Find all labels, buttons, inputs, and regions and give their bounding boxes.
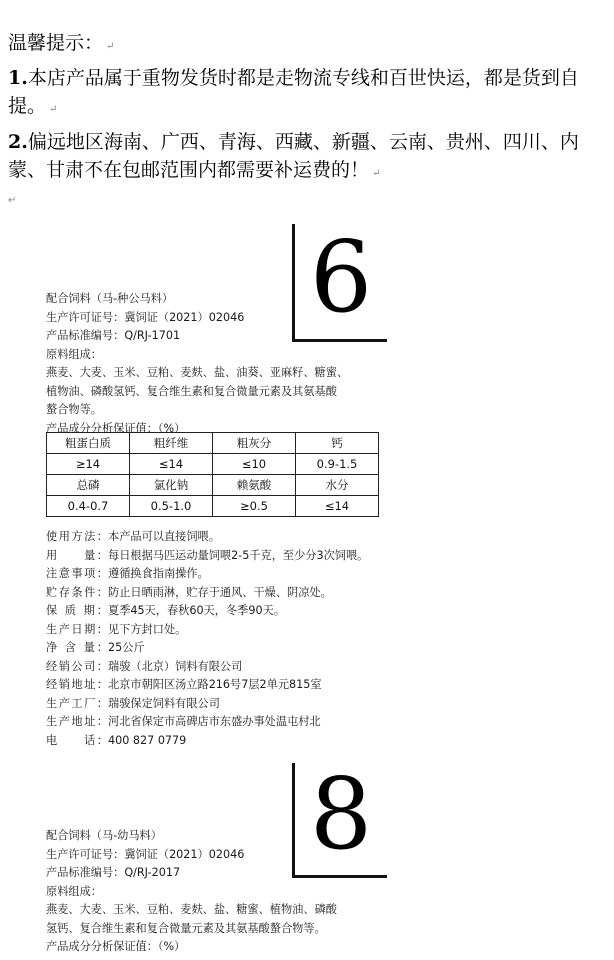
notice-item-2-number: 2. (8, 131, 28, 153)
table-cell: ≤14 (296, 496, 379, 517)
table-header-cell: 粗灰分 (213, 433, 296, 454)
standard-number: 产品标准编号：Q/RJ-2017 (46, 866, 181, 879)
detail-row-shelf-life: 保 质 期： 夏季45天，春秋60天，冬季90天。 (46, 604, 285, 617)
ingredients-line: 螯合物等。 (46, 403, 102, 416)
notice-item-1-text: 本店产品属于重物发货时都是走物流专线和百世快运，都是货到自提。 (8, 67, 579, 117)
detail-row-distributor-address: 经销地址： 北京市朝阳区汤立路216号7层2单元815室 (46, 678, 322, 691)
paragraph-mark-icon: ↵ (372, 168, 381, 179)
detail-row-factory: 生产工厂： 瑞骏保定饲料有限公司 (46, 696, 220, 710)
table-header-row (47, 475, 379, 496)
table-cell: ≤14 (130, 454, 213, 475)
product-label-6 (46, 290, 406, 438)
notice-item-1 (8, 64, 608, 124)
table-cell: ≥0.5 (213, 496, 296, 517)
analysis-title: 产品成分分析保证值：（%） (46, 421, 186, 435)
table-header-cell: 粗蛋白质 (47, 433, 130, 454)
product-number: 6 (309, 221, 373, 335)
paragraph-mark-icon: ↵ (8, 195, 17, 206)
detail-row-phone: 电 话： 400 827 0779 (46, 733, 187, 747)
notice-title: 温馨提示： ↵ (8, 32, 115, 54)
table-cell: 0.9-1.5 (296, 454, 379, 475)
table-header-row (47, 433, 379, 454)
product-number: 8 (309, 758, 373, 872)
ingredients-line: 燕麦、大麦、玉米、豆粕、麦麸、盐、糖蜜、植物油、磷酸 (46, 903, 337, 916)
product-name: 配合饲料（马-种公马料） (46, 292, 174, 305)
product-label-8 (46, 827, 406, 957)
analysis-table (46, 432, 379, 517)
table-header-cell: 水分 (296, 475, 379, 496)
table-cell: ≥14 (47, 454, 130, 475)
table-header-cell: 钙 (296, 433, 379, 454)
ingredients-line: 植物油、磷酸氢钙、复合维生素和复合微量元素及其氨基酸 (46, 384, 337, 398)
ingredients-title: 原料组成： (46, 347, 102, 361)
detail-row-net-weight: 净 含 量： 25公斤 (46, 641, 145, 654)
detail-row-storage: 贮存条件： 防止日晒雨淋，贮存于通风、干燥、阴凉处。 (46, 585, 332, 599)
paragraph-mark-icon: ↵ (106, 41, 115, 52)
product-name: 配合饲料（马-幼马料） (46, 829, 162, 842)
table-header-cell: 赖氨酸 (213, 475, 296, 496)
ingredients-title: 原料组成： (46, 884, 102, 898)
license-number: 生产许可证号：冀饲证（2021）02046 (46, 310, 245, 324)
table-header-cell: 总磷 (47, 475, 130, 496)
standard-number: 产品标准编号：Q/RJ-1701 (46, 329, 181, 342)
detail-row-usage: 使用方法： 本产品可以直接饲喂。 (46, 530, 220, 543)
detail-row-factory-address: 生产地址： 河北省保定市高碑店市东盛办事处温屯村北 (46, 715, 321, 728)
license-number: 生产许可证号：冀饲证（2021）02046 (46, 847, 245, 861)
table-row (47, 496, 379, 517)
table-header-cell: 氯化钠 (130, 475, 213, 496)
ingredients-line: 燕麦、大麦、玉米、豆粕、麦麸、盐、油葵、亚麻籽、糖蜜、 (46, 366, 349, 379)
notice-item-2 (8, 128, 608, 188)
table-cell: ≤10 (213, 454, 296, 475)
detail-row-notes: 注意事项： 遵循换食指南操作。 (46, 567, 209, 580)
paragraph-mark-icon: ↵ (49, 104, 58, 115)
table-cell: 0.4-0.7 (47, 496, 130, 517)
detail-row-distributor: 经销公司： 瑞骏（北京）饲料有限公司 (46, 659, 243, 673)
table-row (47, 454, 379, 475)
table-header-cell: 粗纤维 (130, 433, 213, 454)
notice-item-1-number: 1. (8, 67, 28, 89)
table-cell: 0.5-1.0 (130, 496, 213, 517)
analysis-title: 产品成分分析保证值：（%） (46, 940, 186, 953)
notice-item-2-text: 偏远地区海南、广西、青海、西藏、新疆、云南、贵州、四川、内蒙、甘肃不在包邮范围内都需要补运费的！ (8, 131, 579, 181)
detail-row-production-date: 生产日期： 见下方封口处。 (46, 622, 187, 636)
detail-row-dosage: 用 量： 每日根据马匹运动量饲喂2-5千克，至少分3次饲喂。 (46, 548, 369, 562)
product-details-6 (46, 528, 368, 750)
ingredients-line: 氢钙、复合维生素和复合微量元素及其氨基酸螯合物等。 (46, 921, 326, 935)
